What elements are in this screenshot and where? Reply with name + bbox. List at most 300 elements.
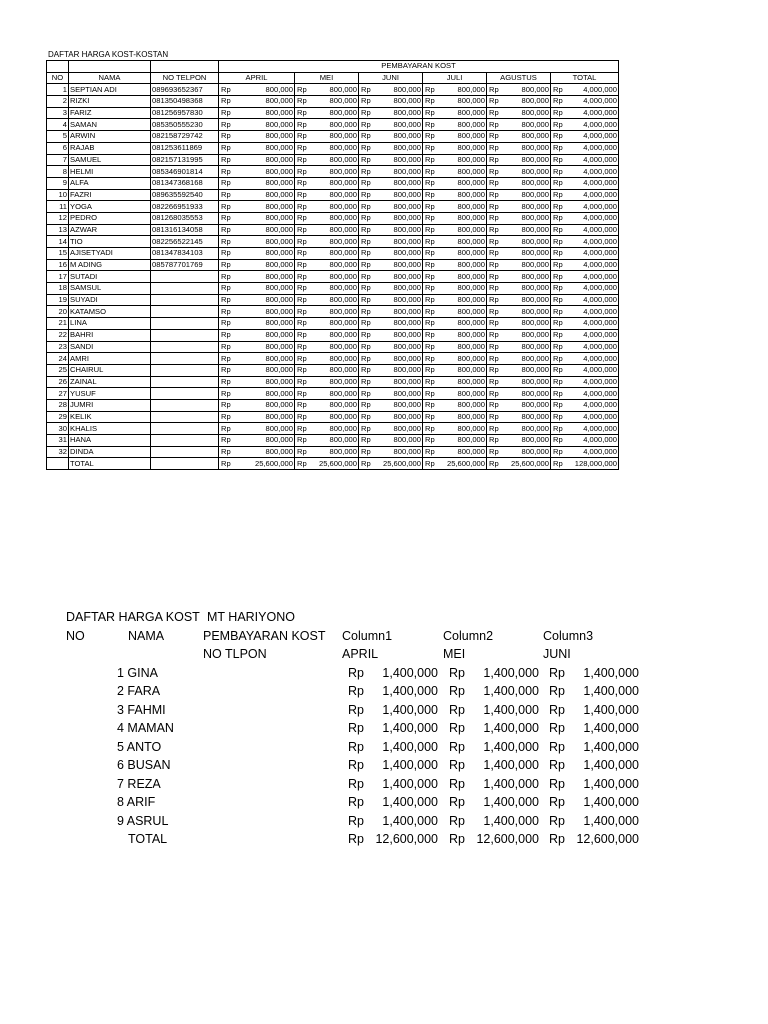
table-row: [47, 142, 619, 154]
row-no: 2: [47, 96, 69, 108]
month-amount: 800,000: [373, 283, 423, 295]
currency-label: Rp: [359, 201, 373, 213]
month-amount: 800,000: [309, 224, 359, 236]
month-amount: 800,000: [309, 96, 359, 108]
month-amount: 800,000: [309, 353, 359, 365]
month-amount: 800,000: [373, 364, 423, 376]
month-amount: 800,000: [437, 154, 487, 166]
currency-label: Rp: [487, 212, 501, 224]
month-amount: 800,000: [437, 259, 487, 271]
row-no: 21: [47, 318, 69, 330]
month-amount: 1,400,000: [483, 684, 539, 698]
month-amount: 800,000: [501, 189, 551, 201]
currency-label: Rp: [423, 177, 437, 189]
row-total: 4,000,000: [565, 306, 619, 318]
month-total: 12,600,000: [576, 832, 639, 846]
header-mei: MEI: [295, 72, 359, 84]
row-total: 4,000,000: [565, 224, 619, 236]
month-amount: 800,000: [233, 119, 295, 131]
month-amount: 800,000: [373, 376, 423, 388]
month-total: 12,600,000: [476, 832, 539, 846]
row-no: 10: [47, 189, 69, 201]
row-total: 4,000,000: [565, 294, 619, 306]
currency-label: Rp: [295, 271, 309, 283]
table-row: [47, 306, 619, 318]
row-no: 22: [47, 329, 69, 341]
row-total: 4,000,000: [565, 107, 619, 119]
currency-label: Rp: [295, 388, 309, 400]
currency-label: Rp: [219, 224, 233, 236]
header-juni: JUNI: [543, 647, 571, 661]
month-amount: 800,000: [501, 201, 551, 213]
table-row: [47, 259, 619, 271]
row-nama: SUTADI: [69, 271, 151, 283]
month-amount: 800,000: [233, 399, 295, 411]
row-total: 4,000,000: [565, 212, 619, 224]
currency-label: Rp: [423, 353, 437, 365]
currency-label: Rp: [359, 154, 373, 166]
currency-label: Rp: [551, 341, 565, 353]
month-amount: 800,000: [309, 142, 359, 154]
month-amount: 800,000: [233, 446, 295, 458]
month-amount: 800,000: [233, 376, 295, 388]
currency-label: Rp: [359, 318, 373, 330]
row-nama: YOGA: [69, 201, 151, 213]
month-amount: 800,000: [309, 388, 359, 400]
month-amount: 800,000: [309, 212, 359, 224]
row-no: 12: [47, 212, 69, 224]
currency-label: Rp: [551, 189, 565, 201]
month-amount: 800,000: [501, 399, 551, 411]
row-total: 4,000,000: [565, 376, 619, 388]
currency-label: Rp: [348, 684, 364, 698]
month-amount: 1,400,000: [483, 703, 539, 717]
currency-label: Rp: [551, 131, 565, 143]
row-nama: HELMI: [69, 166, 151, 178]
currency-label: Rp: [487, 329, 501, 341]
currency-label: Rp: [549, 777, 565, 791]
currency-label: Rp: [423, 224, 437, 236]
month-amount: 800,000: [309, 411, 359, 423]
currency-label: Rp: [359, 353, 373, 365]
month-amount: 800,000: [233, 294, 295, 306]
month-amount: 800,000: [437, 96, 487, 108]
month-amount: 800,000: [501, 177, 551, 189]
currency-label: Rp: [295, 201, 309, 213]
month-amount: 800,000: [437, 341, 487, 353]
currency-label: Rp: [295, 131, 309, 143]
row-label: 5 ANTO: [117, 740, 162, 754]
month-amount: 800,000: [501, 364, 551, 376]
month-amount: 800,000: [437, 318, 487, 330]
table-row: [47, 388, 619, 400]
row-total: 4,000,000: [565, 271, 619, 283]
row-nama: JUMRI: [69, 399, 151, 411]
currency-label: Rp: [423, 271, 437, 283]
month-amount: 800,000: [233, 259, 295, 271]
row-total: 4,000,000: [565, 201, 619, 213]
month-amount: 800,000: [309, 107, 359, 119]
row-no: 20: [47, 306, 69, 318]
month-amount: 800,000: [501, 107, 551, 119]
row-total: 4,000,000: [565, 259, 619, 271]
row-nama: HANA: [69, 435, 151, 447]
month-amount: 800,000: [501, 236, 551, 248]
currency-label: Rp: [359, 376, 373, 388]
currency-label: Rp: [219, 283, 233, 295]
currency-label: Rp: [449, 814, 465, 828]
currency-label: Rp: [359, 388, 373, 400]
currency-label: Rp: [295, 142, 309, 154]
currency-label: Rp: [219, 341, 233, 353]
currency-label: Rp: [551, 283, 565, 295]
currency-label: Rp: [423, 119, 437, 131]
currency-label: Rp: [219, 154, 233, 166]
row-total: 4,000,000: [565, 177, 619, 189]
currency-label: Rp: [348, 758, 364, 772]
table-row: [47, 364, 619, 376]
currency-label: Rp: [487, 236, 501, 248]
currency-label: Rp: [423, 388, 437, 400]
table-row: [47, 271, 619, 283]
month-amount: 1,400,000: [382, 721, 438, 735]
month-amount: 800,000: [233, 142, 295, 154]
month-amount: 800,000: [501, 119, 551, 131]
currency-label: Rp: [487, 142, 501, 154]
month-amount: 800,000: [373, 446, 423, 458]
row-no: 23: [47, 341, 69, 353]
currency-label: Rp: [295, 446, 309, 458]
table-row: [47, 283, 619, 295]
row-no: 25: [47, 364, 69, 376]
row-no: 1: [47, 84, 69, 96]
month-amount: 800,000: [373, 248, 423, 260]
month-amount: 800,000: [437, 189, 487, 201]
currency-label: Rp: [423, 96, 437, 108]
currency-label: Rp: [487, 189, 501, 201]
row-nama: RIZKI: [69, 96, 151, 108]
currency-label: Rp: [219, 84, 233, 96]
currency-label: Rp: [219, 142, 233, 154]
currency-label: Rp: [551, 411, 565, 423]
currency-label: Rp: [487, 364, 501, 376]
row-nama: SAMSUL: [69, 283, 151, 295]
currency-label: Rp: [295, 294, 309, 306]
currency-label: Rp: [295, 96, 309, 108]
currency-label: Rp: [423, 142, 437, 154]
currency-label: Rp: [423, 318, 437, 330]
row-label: 9 ASRUL: [117, 814, 169, 828]
currency-label: Rp: [549, 666, 565, 680]
row-total: 4,000,000: [565, 364, 619, 376]
currency-label: Rp: [449, 777, 465, 791]
month-total: 25,600,000: [233, 458, 295, 470]
row-nama: AJISETYADI: [69, 248, 151, 260]
table-row: [47, 399, 619, 411]
row-label: 1 GINA: [117, 666, 158, 680]
month-amount: 800,000: [233, 177, 295, 189]
currency-label: Rp: [423, 329, 437, 341]
row-telpon: [151, 446, 219, 458]
currency-label: Rp: [423, 364, 437, 376]
month-amount: 800,000: [501, 283, 551, 295]
currency-label: Rp: [549, 832, 565, 846]
row-total: 4,000,000: [565, 96, 619, 108]
currency-label: Rp: [549, 814, 565, 828]
currency-label: Rp: [348, 777, 364, 791]
row-nama: KATAMSO: [69, 306, 151, 318]
row-telpon: [151, 283, 219, 295]
header-juni: JUNI: [359, 72, 423, 84]
row-nama: ARWIN: [69, 131, 151, 143]
month-amount: 800,000: [373, 259, 423, 271]
row-nama: AMRI: [69, 353, 151, 365]
month-amount: 800,000: [233, 353, 295, 365]
table-row: [47, 107, 619, 119]
month-amount: 800,000: [233, 166, 295, 178]
currency-label: Rp: [359, 131, 373, 143]
row-total: 4,000,000: [565, 189, 619, 201]
currency-label: Rp: [295, 236, 309, 248]
month-amount: 800,000: [373, 306, 423, 318]
row-label: 7 REZA: [117, 777, 161, 791]
row-no: 11: [47, 201, 69, 213]
currency-label: Rp: [449, 703, 465, 717]
currency-label: Rp: [295, 318, 309, 330]
month-amount: 800,000: [501, 294, 551, 306]
table-row: [47, 131, 619, 143]
currency-label: Rp: [487, 166, 501, 178]
currency-label: Rp: [295, 107, 309, 119]
row-nama: BAHRI: [69, 329, 151, 341]
month-amount: 800,000: [437, 166, 487, 178]
currency-label: Rp: [487, 458, 501, 470]
row-no: 29: [47, 411, 69, 423]
month-amount: 800,000: [309, 236, 359, 248]
month-amount: 800,000: [501, 423, 551, 435]
row-no: 28: [47, 399, 69, 411]
month-amount: 800,000: [373, 107, 423, 119]
month-amount: 800,000: [501, 376, 551, 388]
row-nama: LINA: [69, 318, 151, 330]
table-row: [47, 294, 619, 306]
table-row: [47, 119, 619, 131]
month-amount: 800,000: [309, 248, 359, 260]
currency-label: Rp: [348, 740, 364, 754]
month-amount: 800,000: [437, 201, 487, 213]
month-amount: 800,000: [437, 224, 487, 236]
currency-label: Rp: [487, 177, 501, 189]
currency-label: Rp: [295, 329, 309, 341]
header-agustus: AGUSTUS: [487, 72, 551, 84]
currency-label: Rp: [551, 177, 565, 189]
currency-label: Rp: [423, 84, 437, 96]
row-total: 4,000,000: [565, 329, 619, 341]
currency-label: Rp: [219, 131, 233, 143]
currency-label: Rp: [219, 318, 233, 330]
month-amount: 800,000: [437, 119, 487, 131]
row-telpon: 081268035553: [151, 212, 219, 224]
currency-label: Rp: [348, 832, 364, 846]
currency-label: Rp: [551, 318, 565, 330]
currency-label: Rp: [359, 446, 373, 458]
month-amount: 800,000: [437, 283, 487, 295]
month-amount: 800,000: [437, 142, 487, 154]
month-amount: 800,000: [437, 399, 487, 411]
currency-label: Rp: [295, 259, 309, 271]
month-amount: 800,000: [233, 189, 295, 201]
month-amount: 800,000: [233, 212, 295, 224]
month-amount: 800,000: [437, 306, 487, 318]
month-amount: 800,000: [373, 399, 423, 411]
row-nama: KELIK: [69, 411, 151, 423]
currency-label: Rp: [487, 96, 501, 108]
row-nama: SUYADI: [69, 294, 151, 306]
month-amount: 800,000: [233, 224, 295, 236]
month-amount: 800,000: [437, 248, 487, 260]
table-row: [47, 96, 619, 108]
month-amount: 800,000: [373, 224, 423, 236]
month-amount: 800,000: [501, 388, 551, 400]
currency-label: Rp: [551, 364, 565, 376]
row-nama: PEDRO: [69, 212, 151, 224]
currency-label: Rp: [423, 189, 437, 201]
currency-label: Rp: [295, 84, 309, 96]
row-nama: SAMUEL: [69, 154, 151, 166]
month-amount: 800,000: [501, 84, 551, 96]
month-amount: 1,400,000: [483, 814, 539, 828]
currency-label: Rp: [549, 758, 565, 772]
month-amount: 800,000: [233, 411, 295, 423]
row-no: 4: [47, 119, 69, 131]
row-label: 4 MAMAN: [117, 721, 174, 735]
currency-label: Rp: [449, 721, 465, 735]
currency-label: Rp: [449, 740, 465, 754]
header-april: APRIL: [219, 72, 295, 84]
currency-label: Rp: [551, 201, 565, 213]
currency-label: Rp: [551, 96, 565, 108]
currency-label: Rp: [449, 758, 465, 772]
month-amount: 1,400,000: [583, 703, 639, 717]
month-amount: 800,000: [437, 84, 487, 96]
row-no: 18: [47, 283, 69, 295]
row-no: 19: [47, 294, 69, 306]
currency-label: Rp: [359, 399, 373, 411]
month-amount: 800,000: [309, 329, 359, 341]
currency-label: Rp: [487, 248, 501, 260]
table-row: [47, 329, 619, 341]
table-row: [47, 423, 619, 435]
row-total: 4,000,000: [565, 142, 619, 154]
currency-label: Rp: [295, 119, 309, 131]
currency-label: Rp: [423, 341, 437, 353]
month-amount: 1,400,000: [382, 666, 438, 680]
month-amount: 800,000: [373, 329, 423, 341]
month-amount: 1,400,000: [382, 758, 438, 772]
currency-label: Rp: [549, 684, 565, 698]
month-amount: 800,000: [233, 283, 295, 295]
row-total: 4,000,000: [565, 341, 619, 353]
currency-label: Rp: [359, 189, 373, 201]
currency-label: Rp: [423, 294, 437, 306]
month-amount: 1,400,000: [382, 795, 438, 809]
row-nama: CHAIRUL: [69, 364, 151, 376]
month-amount: 800,000: [233, 236, 295, 248]
month-amount: 800,000: [437, 376, 487, 388]
currency-label: Rp: [295, 423, 309, 435]
currency-label: Rp: [449, 666, 465, 680]
row-telpon: 089635592540: [151, 189, 219, 201]
month-amount: 800,000: [373, 435, 423, 447]
table-row: [47, 212, 619, 224]
row-telpon: [151, 376, 219, 388]
currency-label: Rp: [423, 259, 437, 271]
header-telpon: NO TELPON: [151, 72, 219, 84]
currency-label: Rp: [551, 458, 565, 470]
month-amount: 800,000: [233, 388, 295, 400]
currency-label: Rp: [423, 446, 437, 458]
currency-label: Rp: [551, 306, 565, 318]
currency-label: Rp: [551, 248, 565, 260]
currency-label: Rp: [295, 283, 309, 295]
month-amount: 800,000: [437, 446, 487, 458]
row-telpon: [151, 411, 219, 423]
month-amount: 1,400,000: [583, 721, 639, 735]
currency-label: Rp: [359, 107, 373, 119]
currency-label: Rp: [487, 283, 501, 295]
currency-label: Rp: [359, 364, 373, 376]
currency-label: Rp: [423, 283, 437, 295]
currency-label: Rp: [359, 294, 373, 306]
currency-label: Rp: [219, 399, 233, 411]
currency-label: Rp: [295, 166, 309, 178]
table-row: [47, 236, 619, 248]
currency-label: Rp: [295, 435, 309, 447]
currency-label: Rp: [551, 435, 565, 447]
currency-label: Rp: [219, 177, 233, 189]
month-amount: 800,000: [233, 364, 295, 376]
table-row: [47, 201, 619, 213]
month-amount: 800,000: [437, 294, 487, 306]
header-column3: Column3: [543, 629, 594, 643]
currency-label: Rp: [219, 201, 233, 213]
row-total: 4,000,000: [565, 411, 619, 423]
row-telpon: 081316134058: [151, 224, 219, 236]
month-amount: 800,000: [373, 166, 423, 178]
currency-label: Rp: [423, 212, 437, 224]
currency-label: Rp: [219, 189, 233, 201]
currency-label: Rp: [487, 446, 501, 458]
month-amount: 800,000: [233, 306, 295, 318]
month-amount: 800,000: [437, 271, 487, 283]
currency-label: Rp: [487, 435, 501, 447]
currency-label: Rp: [487, 423, 501, 435]
month-amount: 800,000: [373, 119, 423, 131]
row-no: 32: [47, 446, 69, 458]
currency-label: Rp: [551, 212, 565, 224]
month-amount: 800,000: [501, 318, 551, 330]
month-amount: 1,400,000: [382, 703, 438, 717]
month-amount: 800,000: [233, 107, 295, 119]
month-amount: 800,000: [437, 212, 487, 224]
currency-label: Rp: [219, 306, 233, 318]
month-amount: 800,000: [309, 119, 359, 131]
currency-label: Rp: [219, 259, 233, 271]
table-row: [47, 435, 619, 447]
row-total: 4,000,000: [565, 388, 619, 400]
month-amount: 800,000: [309, 259, 359, 271]
header-juli: JULI: [423, 72, 487, 84]
